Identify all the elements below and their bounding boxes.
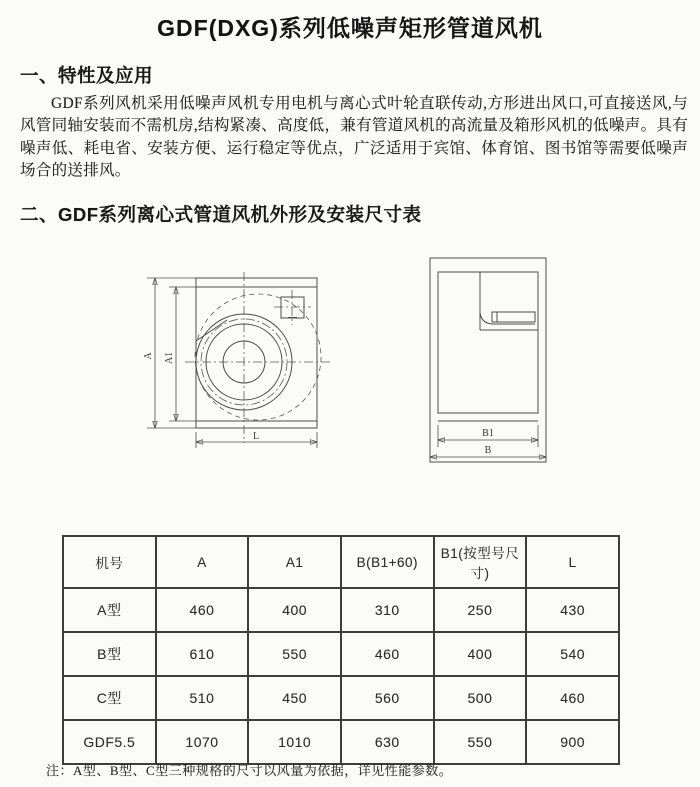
footnote: 注：A型、B型、C型三种规格的尺寸以风量为依据，详见性能参数。 (46, 763, 453, 778)
table-header-row (63, 536, 619, 588)
front-housing-outline (196, 278, 317, 428)
section-heading-features: 一、特性及应用 (20, 65, 154, 86)
cell-l: 460 (526, 676, 619, 720)
dimension-B1 (438, 425, 538, 447)
cell-b: 460 (341, 632, 434, 676)
dimension-table (62, 535, 620, 765)
cell-b1: 250 (434, 588, 527, 632)
dim-label-A1: A1 (164, 351, 175, 365)
cell-model: B型 (63, 632, 156, 676)
outlet-detail (480, 272, 538, 330)
cell-a: 610 (156, 632, 249, 676)
cell-l: 900 (526, 720, 619, 764)
page-title: GDF(DXG)系列低噪声矩形管道风机 (157, 15, 543, 41)
cell-a1: 550 (248, 632, 341, 676)
cell-model: C型 (63, 676, 156, 720)
cell-a: 1070 (156, 720, 249, 764)
cell-model: GDF5.5 (63, 720, 156, 764)
cell-l: 540 (526, 632, 619, 676)
dimension-B (430, 445, 546, 457)
cell-b: 310 (341, 588, 434, 632)
cell-a1: 450 (248, 676, 341, 720)
dimension-L (196, 431, 317, 448)
section-heading-dimension-table: 二、GDF系列离心式管道风机外形及安装尺寸表 (20, 204, 422, 225)
cell-b: 560 (341, 676, 434, 720)
col-header-l: L (526, 536, 619, 588)
cell-a1: 1010 (248, 720, 341, 764)
dim-label-A: A (143, 352, 154, 360)
table-row (63, 632, 619, 676)
col-header-a1: A1 (248, 536, 341, 588)
cell-model: A型 (63, 588, 156, 632)
cell-b: 630 (341, 720, 434, 764)
features-paragraph: GDF系列风机采用低噪声风机专用电机与离心式叶轮直联传动,方形进出风口,可直接送风,与风管同轴安装而不需机房,结构紧凑、高度低，兼有管道风机的高流量及箱形风机的低噪声。具有噪声低、耗电省、安装方便、运行稳定等优点，广泛适用于宾馆、体育馆、图书馆等需要低噪声场合的送排风。 (20, 95, 688, 180)
fan-front-view-drawing (130, 240, 360, 455)
col-header-b1: B1(按型号尺寸) (434, 536, 527, 588)
dim-label-B: B (484, 445, 492, 456)
cell-a: 460 (156, 588, 249, 632)
cell-l: 430 (526, 588, 619, 632)
col-header-a: A (156, 536, 249, 588)
cell-b1: 500 (434, 676, 527, 720)
dimension-A1 (164, 287, 196, 421)
col-header-b: B(B1+60) (341, 536, 434, 588)
cell-b1: 550 (434, 720, 527, 764)
dim-label-B1: B1 (482, 428, 494, 439)
cell-a: 510 (156, 676, 249, 720)
fan-side-view-drawing (415, 245, 560, 470)
table-row (63, 588, 619, 632)
volute-outline (195, 294, 321, 420)
side-inner-panel (438, 272, 538, 413)
table-row (63, 720, 619, 764)
terminal-box (274, 290, 311, 325)
col-header-model: 机号 (63, 536, 156, 588)
dim-label-L: L (252, 431, 260, 442)
table-row (63, 676, 619, 720)
cell-a1: 400 (248, 588, 341, 632)
cell-b1: 400 (434, 632, 527, 676)
